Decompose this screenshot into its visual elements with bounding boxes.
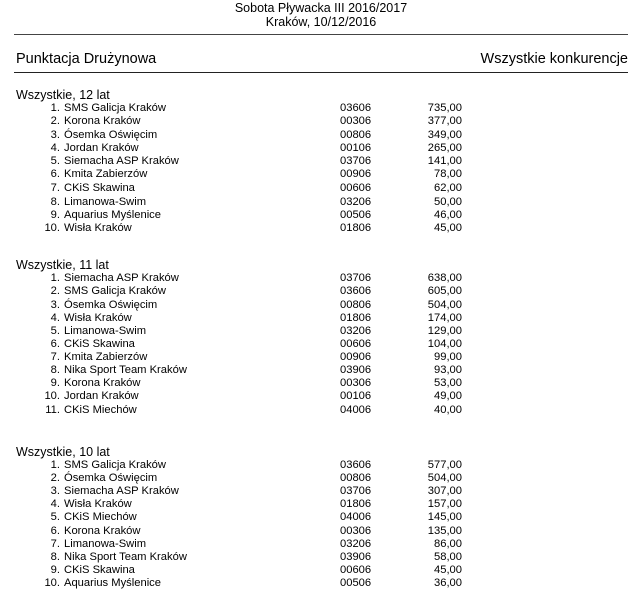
team-name: Wisła Kraków: [64, 222, 132, 234]
team-row: [0, 285, 642, 298]
team-rank: 6.: [50, 338, 60, 350]
team-name: CKiS Miechów: [64, 404, 137, 416]
team-row: [0, 142, 642, 155]
team-points: 157,00: [427, 498, 462, 510]
team-name: Kmita Zabierzów: [64, 168, 148, 180]
team-name: Korona Kraków: [64, 525, 141, 537]
team-name: Limanowa-Swim: [64, 325, 147, 337]
team-points: 58,00: [434, 551, 462, 563]
team-name: Nika Sport Team Kraków: [64, 551, 187, 563]
team-rank: 10.: [44, 390, 60, 402]
team-code: 01806: [340, 312, 372, 324]
team-row: [0, 182, 642, 195]
team-code: 03906: [340, 364, 372, 376]
team-rank: 5.: [50, 511, 60, 523]
team-code: 00606: [340, 564, 372, 576]
team-rank: 6.: [50, 168, 60, 180]
team-rank: 5.: [50, 155, 60, 167]
team-rank: 7.: [50, 351, 60, 363]
team-code: 00806: [340, 299, 372, 311]
team-name: Jordan Kraków: [64, 390, 139, 402]
team-code: 00806: [340, 129, 372, 141]
team-row: [0, 538, 642, 551]
team-points: 577,00: [427, 459, 462, 471]
team-points: 135,00: [427, 525, 462, 537]
team-points: 307,00: [427, 485, 462, 497]
team-points: 46,00: [434, 209, 462, 221]
team-code: 03706: [340, 155, 372, 167]
team-code: 03606: [340, 285, 372, 297]
team-row: [0, 364, 642, 377]
team-code: 01806: [340, 498, 372, 510]
team-row: [0, 325, 642, 338]
team-rank: 9.: [50, 209, 60, 221]
team-name: Kmita Zabierzów: [64, 351, 148, 363]
team-row: [0, 196, 642, 209]
team-code: 03206: [340, 325, 372, 337]
team-row: [0, 351, 642, 364]
team-rank: 9.: [50, 377, 60, 389]
team-code: 04006: [340, 404, 372, 416]
team-points: 93,00: [434, 364, 462, 376]
team-name: Wisła Kraków: [64, 312, 132, 324]
team-rank: 4.: [50, 312, 60, 324]
team-row: [0, 102, 642, 115]
team-row: [0, 485, 642, 498]
team-points: 49,00: [434, 390, 462, 402]
team-rank: 7.: [50, 538, 60, 550]
team-row: [0, 299, 642, 312]
team-code: 03706: [340, 272, 372, 284]
team-row: [0, 390, 642, 403]
team-row: [0, 404, 642, 417]
age-group-title: Wszystkie, 11 lat: [16, 258, 109, 272]
team-name: Jordan Kraków: [64, 142, 139, 154]
team-code: 00106: [340, 142, 372, 154]
team-code: 00106: [340, 390, 372, 402]
team-name: Aquarius Myślenice: [64, 209, 162, 221]
team-code: 00306: [340, 377, 372, 389]
document-subtitle: Kraków, 10/12/2016: [265, 15, 377, 29]
team-row: [0, 472, 642, 485]
section-scope: Wszystkie konkurencje: [480, 51, 628, 67]
team-name: Ósemka Oświęcim: [64, 129, 158, 141]
team-points: 45,00: [434, 564, 462, 576]
team-code: 00306: [340, 115, 372, 127]
team-points: 62,00: [434, 182, 462, 194]
header-divider: [14, 34, 628, 35]
team-points: 141,00: [427, 155, 462, 167]
team-row: [0, 129, 642, 142]
team-name: Korona Kraków: [64, 377, 141, 389]
document-title: Sobota Pływacka III 2016/2017: [234, 1, 408, 15]
team-points: 78,00: [434, 168, 462, 180]
team-row: [0, 511, 642, 524]
team-points: 605,00: [427, 285, 462, 297]
team-rank: 2.: [50, 285, 60, 297]
team-row: [0, 115, 642, 128]
team-row: [0, 272, 642, 285]
team-name: Siemacha ASP Kraków: [64, 272, 179, 284]
team-points: 377,00: [427, 115, 462, 127]
team-name: Aquarius Myślenice: [64, 577, 162, 589]
team-rank: 1.: [50, 272, 60, 284]
team-rank: 3.: [50, 299, 60, 311]
team-points: 45,00: [434, 222, 462, 234]
team-name: Limanowa-Swim: [64, 538, 147, 550]
team-code: 03706: [340, 485, 372, 497]
team-code: 00506: [340, 577, 372, 589]
team-points: 145,00: [427, 511, 462, 523]
team-rank: 10.: [44, 222, 60, 234]
team-row: [0, 155, 642, 168]
team-rank: 7.: [50, 182, 60, 194]
team-code: 00306: [340, 525, 372, 537]
team-name: SMS Galicja Kraków: [64, 102, 166, 114]
team-row: [0, 459, 642, 472]
team-rank: 1.: [50, 459, 60, 471]
team-points: 265,00: [427, 142, 462, 154]
team-code: 03206: [340, 538, 372, 550]
team-rank: 9.: [50, 564, 60, 576]
team-row: [0, 168, 642, 181]
team-points: 86,00: [434, 538, 462, 550]
team-name: SMS Galicja Kraków: [64, 285, 166, 297]
section-title: Punktacja Drużynowa: [16, 51, 157, 67]
team-code: 03606: [340, 102, 372, 114]
team-name: CKiS Skawina: [64, 564, 135, 576]
team-rank: 4.: [50, 498, 60, 510]
team-rank: 8.: [50, 196, 60, 208]
team-points: 104,00: [427, 338, 462, 350]
team-name: Ósemka Oświęcim: [64, 472, 158, 484]
team-name: Limanowa-Swim: [64, 196, 147, 208]
team-rank: 5.: [50, 325, 60, 337]
team-row: [0, 525, 642, 538]
team-code: 01806: [340, 222, 372, 234]
team-row: [0, 222, 642, 235]
team-row: [0, 551, 642, 564]
team-rank: 2.: [50, 115, 60, 127]
team-rank: 11.: [45, 404, 60, 416]
team-name: Wisła Kraków: [64, 498, 132, 510]
team-points: 504,00: [427, 299, 462, 311]
team-row: [0, 377, 642, 390]
team-code: 00606: [340, 182, 372, 194]
team-name: Nika Sport Team Kraków: [64, 364, 187, 376]
team-points: 735,00: [427, 102, 462, 114]
team-rank: 2.: [50, 472, 60, 484]
team-code: 03906: [340, 551, 372, 563]
team-row: [0, 577, 642, 590]
team-rank: 3.: [50, 485, 60, 497]
team-code: 00906: [340, 168, 372, 180]
team-points: 36,00: [434, 577, 462, 589]
team-points: 40,00: [434, 404, 462, 416]
team-name: Ósemka Oświęcim: [64, 299, 158, 311]
team-row: [0, 564, 642, 577]
team-points: 50,00: [434, 196, 462, 208]
team-rank: 6.: [50, 525, 60, 537]
team-code: 03606: [340, 459, 372, 471]
team-rank: 4.: [50, 142, 60, 154]
team-name: Siemacha ASP Kraków: [64, 155, 179, 167]
team-code: 03206: [340, 196, 372, 208]
section-divider: [14, 72, 628, 73]
team-name: Siemacha ASP Kraków: [64, 485, 179, 497]
team-name: SMS Galicja Kraków: [64, 459, 166, 471]
team-rank: 3.: [50, 129, 60, 141]
team-rank: 10.: [44, 577, 60, 589]
age-group-title: Wszystkie, 10 lat: [16, 445, 110, 459]
team-name: CKiS Skawina: [64, 338, 135, 350]
team-rank: 8.: [50, 551, 60, 563]
team-row: [0, 209, 642, 222]
team-points: 53,00: [434, 377, 462, 389]
team-name: Korona Kraków: [64, 115, 141, 127]
team-code: 00506: [340, 209, 372, 221]
age-group-title: Wszystkie, 12 lat: [16, 88, 110, 102]
team-points: 638,00: [427, 272, 462, 284]
team-row: [0, 312, 642, 325]
team-code: 00606: [340, 338, 372, 350]
team-row: [0, 338, 642, 351]
team-points: 504,00: [427, 472, 462, 484]
team-code: 00906: [340, 351, 372, 363]
team-rank: 1.: [50, 102, 60, 114]
team-code: 00806: [340, 472, 372, 484]
team-name: CKiS Skawina: [64, 182, 135, 194]
team-row: [0, 498, 642, 511]
team-points: 174,00: [427, 312, 462, 324]
team-code: 04006: [340, 511, 372, 523]
team-points: 349,00: [427, 129, 462, 141]
team-name: CKiS Miechów: [64, 511, 137, 523]
team-points: 129,00: [427, 325, 462, 337]
team-rank: 8.: [50, 364, 60, 376]
team-points: 99,00: [434, 351, 462, 363]
